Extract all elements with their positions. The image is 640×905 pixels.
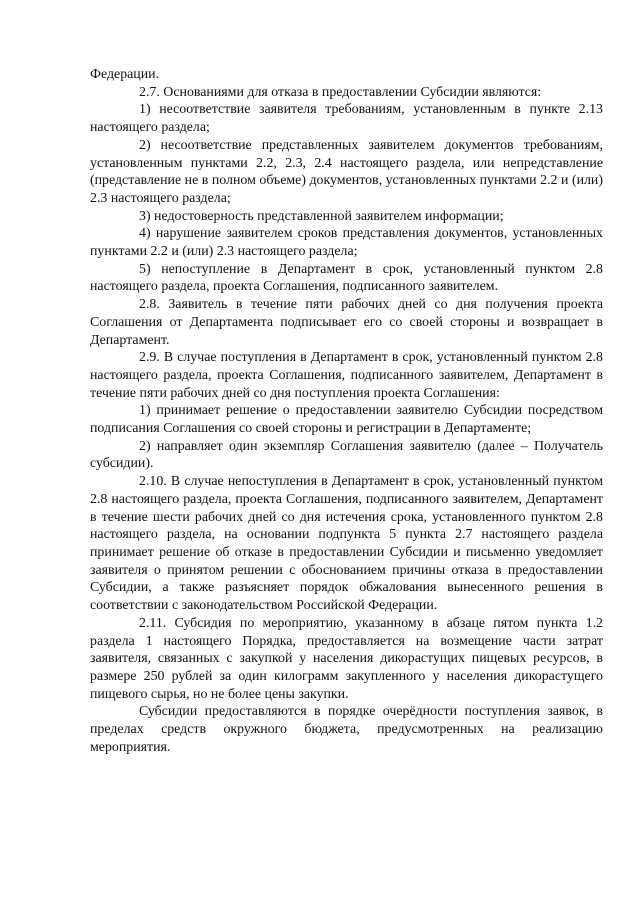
paragraph-2-7-item-3: 3) недостоверность представленной заявителем информации; xyxy=(139,208,504,224)
paragraph-2-7-item-4: 4) нарушение заявителем сроков представления документов, установленных пунктами 2.2 и (или) 2.3 настоящего раздела; xyxy=(90,226,603,260)
paragraph-subsidy-order: Субсидии предоставляются в порядке очерёдности поступления заявок, в пределах средств окружного бюджета, предусмотренных на реализацию мероприятия. xyxy=(90,704,603,755)
paragraph-continuation: Федерации. xyxy=(90,67,160,82)
paragraph-2-9-item-1: 1) принимает решение о предоставлении заявителю Субсидии посредством подписания Соглашения со своей стороны и регистрации в Департаменте; xyxy=(90,403,603,437)
paragraph-2-7-item-1: 1) несоответствие заявителя требованиям, установленным в пункте 2.13 настоящего раздела; xyxy=(90,102,603,136)
paragraph-2-7: 2.7. Основаниями для отказа в предоставлении Субсидии являются: xyxy=(139,84,542,100)
paragraph-2-10: 2.10. В случае непоступления в Департамент в срок, установленный пунктом 2.8 настоящего раздела, проекта Соглашения, подписанного заявителем, Департамент в течение шести рабочих дней со дня истечения срока, установленного пунктом 2.8 настоящего раздела, на основании подпункта 5 пункта 2.7 настоящего раздела принимает решение об отказе в предоставлении Субсидии и письменно уведомляет заявителя о принятом решении с обоснованием причины отказа в предоставлении Субсидии, а также разъясняет порядок обжалования вынесенного решения в соответствии с законодательством Российской Федерации. xyxy=(90,474,603,614)
paragraph-2-9: 2.9. В случае поступления в Департамент в срок, установленный пунктом 2.8 настоящего раздела, проекта Соглашения, подписанного заявителем, Департамент в течение пяти рабочих дней со дня поступления проекта Соглашения: xyxy=(90,350,603,401)
paragraph-2-11: 2.11. Субсидия по мероприятию, указанному в абзаце пятом пункта 1.2 раздела 1 настоящего Порядка, предоставляется на возмещение части затрат заявителя, связанных с закупкой у населения дикорастущих пищевых ресурсов, в размере 250 рублей за один килограмм закупленного у населения дикорастущего пищевого сырья, но не более цены закупки. xyxy=(90,615,603,702)
paragraph-2-7-item-2: 2) несоответствие представленных заявителем документов требованиям, установленным пунктами 2.2, 2.3, 2.4 настоящего раздела, или непредставление (представление не в полном объеме) документов, установленных пунктами 2.2 и (или) 2.3 настоящего раздела; xyxy=(90,137,603,206)
paragraph-2-9-item-2: 2) направляет один экземпляр Соглашения заявителю (далее – Получатель субсидии). xyxy=(90,438,603,472)
paragraph-2-7-item-5: 5) непоступление в Департамент в срок, установленный пунктом 2.8 настоящего раздела, проекта Соглашения, подписанного заявителем. xyxy=(90,261,603,295)
document-page xyxy=(90,66,603,756)
paragraph-2-8: 2.8. Заявитель в течение пяти рабочих дней со дня получения проекта Соглашения от Департамента подписывает его со своей стороны и возвращает в Департамент. xyxy=(90,297,603,348)
